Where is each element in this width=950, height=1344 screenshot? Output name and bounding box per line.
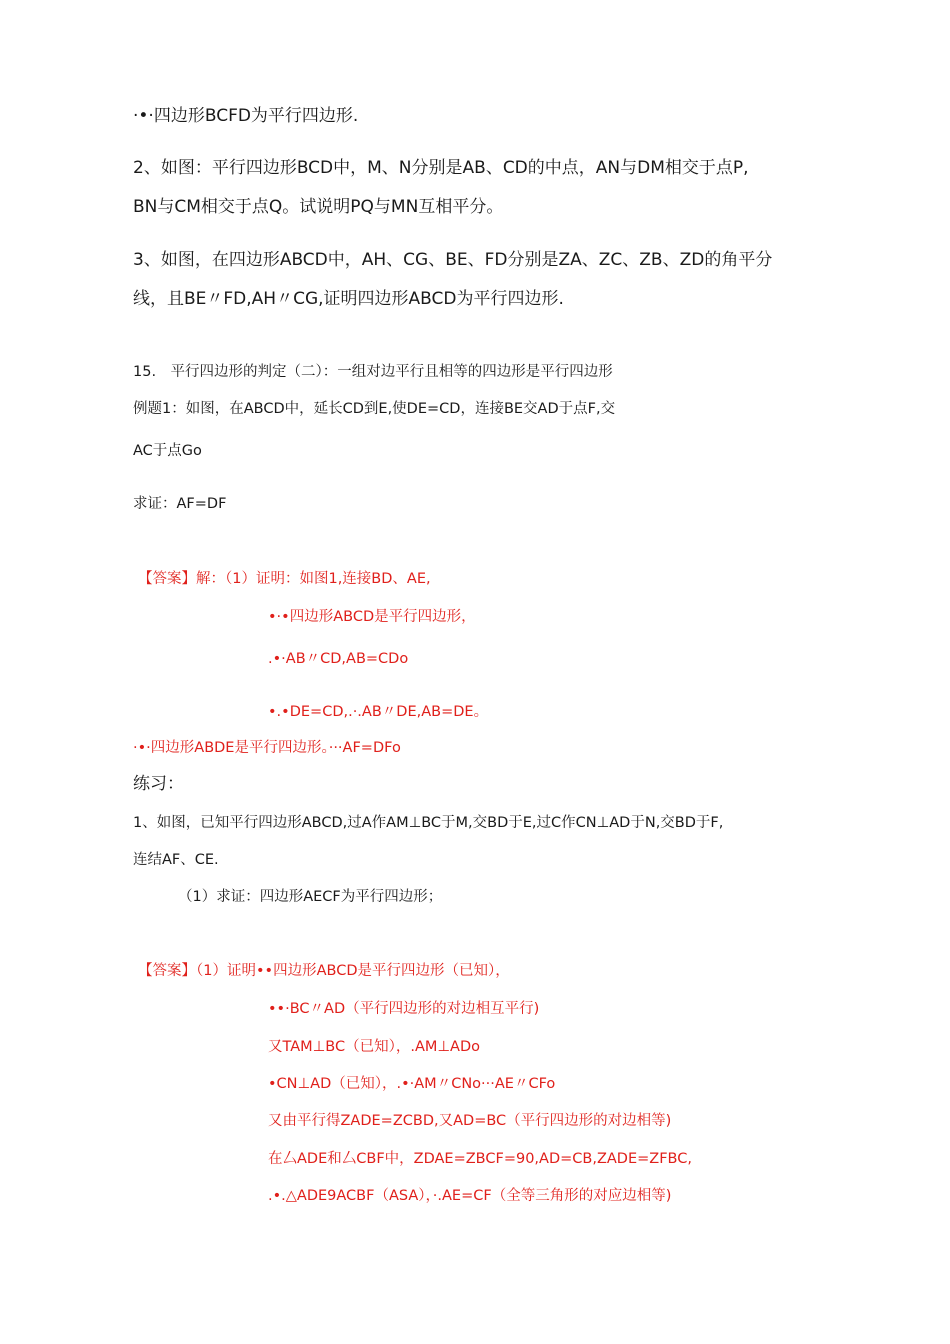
answer-1-line-1: 【答案】解：（1）证明：如图1,连接BD、AE, bbox=[138, 571, 431, 587]
practice-heading: 练习： bbox=[133, 774, 184, 794]
example-1-line-2: AC于点Go bbox=[133, 443, 202, 459]
answer-2-line-1: 【答案】（1）证明••四边形ABCD是平行四边形（已知）， bbox=[138, 963, 510, 979]
question-2-line-2: BN与CM相交于点Q。试说明PQ与MN互相平分。 bbox=[133, 197, 504, 217]
example-1-prove: 求证：AF=DF bbox=[133, 496, 227, 512]
question-2-line-1: 2、如图：平行四边形BCD中，M、N分别是AB、CD的中点，AN与DM相交于点P, bbox=[133, 158, 749, 178]
question-3-line-2: 线，且BE〃FD,AH〃CG,证明四边形ABCD为平行四边形. bbox=[133, 289, 564, 309]
practice-q1-line-2: 连结AF、CE. bbox=[133, 852, 219, 868]
answer-2-line-6: 在厶ADE和厶CBF中，ZDAE=ZBCF=90,AD=CB,ZADE=ZFBC, bbox=[268, 1151, 692, 1167]
answer-1-line-3: .•·AB〃CD,AB=CDo bbox=[268, 651, 409, 667]
answer-1-line-5: ·•·四边形ABDE是平行四边形。···AF=DFo bbox=[133, 740, 401, 756]
answer-2-line-4: •CN⊥AD（已知），.•·AM〃CNo···AE〃CFo bbox=[268, 1076, 556, 1092]
theorem-heading: 15. 平行四边形的判定（二）：一组对边平行且相等的四边形是平行四边形 bbox=[133, 364, 613, 380]
proof-conclusion-line: ·•·四边形BCFD为平行四边形. bbox=[133, 106, 359, 126]
practice-q1-sub-1: （1）求证：四边形AECF为平行四边形； bbox=[178, 889, 443, 905]
answer-2-line-2: ••·BC〃AD（平行四边形的对边相互平行) bbox=[268, 1001, 540, 1017]
practice-q1-line-1: 1、如图，已知平行四边形ABCD,过A作AM⊥BC于M,交BD于E,过C作CN⊥AD于N,交BD于F, bbox=[133, 815, 724, 831]
answer-1-line-4: •.•DE=CD,.·.AB〃DE,AB=DE。 bbox=[268, 704, 489, 720]
answer-2-line-3: 又TAM⊥BC（已知），.AM⊥ADo bbox=[268, 1039, 480, 1055]
answer-1-line-2: •·•四边形ABCD是平行四边形， bbox=[268, 609, 476, 625]
example-1-line-1: 例题1：如图，在ABCD中，延长CD到E,使DE=CD，连接BE交AD于点F,交 bbox=[133, 401, 616, 417]
answer-2-line-5: 又由平行得ZADE=ZCBD,又AD=BC（平行四边形的对边相等) bbox=[268, 1113, 672, 1129]
question-3-line-1: 3、如图，在四边形ABCD中，AH、CG、BE、FD分别是ZA、ZC、ZB、ZD的角平分 bbox=[133, 250, 773, 270]
answer-2-line-7: .•.△ADE9ACBF（ASA），·.AE=CF（全等三角形的对应边相等) bbox=[268, 1188, 672, 1204]
